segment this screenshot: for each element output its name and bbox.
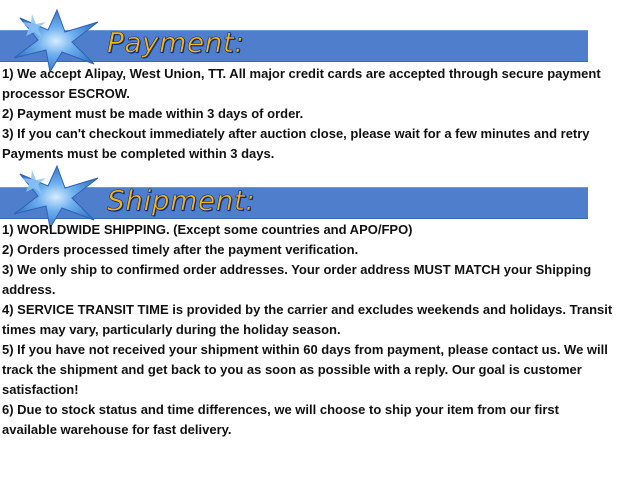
payment-heading: Payment: — [107, 26, 245, 59]
payment-item-1: 1) We accept Alipay, West Union, TT. All major credit cards are accepted through secure payment processor ESCROW. — [2, 66, 601, 101]
shipment-item-4: 4) SERVICE TRANSIT TIME is provided by the carrier and excludes weekends and holidays. Transit times may vary, particularly during the holiday season. — [2, 302, 613, 337]
shipment-item-3: 3) We only ship to confirmed order addresses. Your order address MUST MATCH your Shipping address. — [2, 262, 592, 297]
shipment-item-1: 1) WORLDWIDE SHIPPING. (Except some countries and APO/FPO) — [2, 222, 413, 237]
shipment-heading: Shipment: — [107, 184, 256, 217]
shipment-item-5: 5) If you have not received your shipment within 60 days from payment, please contact us. We will track the shipment and get back to you as soon as possible with a reply. Our goal is customer satisfaction! — [2, 342, 608, 397]
payment-item-3: 3) If you can't checkout immediately after auction close, please wait for a few minutes and retry Payments must be completed within 3 days. — [2, 126, 590, 161]
payment-item-2: 2) Payment must be made within 3 days of order. — [2, 106, 304, 121]
shipment-text — [2, 220, 614, 440]
shipment-item-2: 2) Orders processed timely after the payment verification. — [2, 242, 359, 257]
payment-text — [2, 64, 614, 164]
shipment-item-6: 6) Due to stock status and time differences, we will choose to ship your item from our first available warehouse for fast delivery. — [2, 402, 559, 437]
